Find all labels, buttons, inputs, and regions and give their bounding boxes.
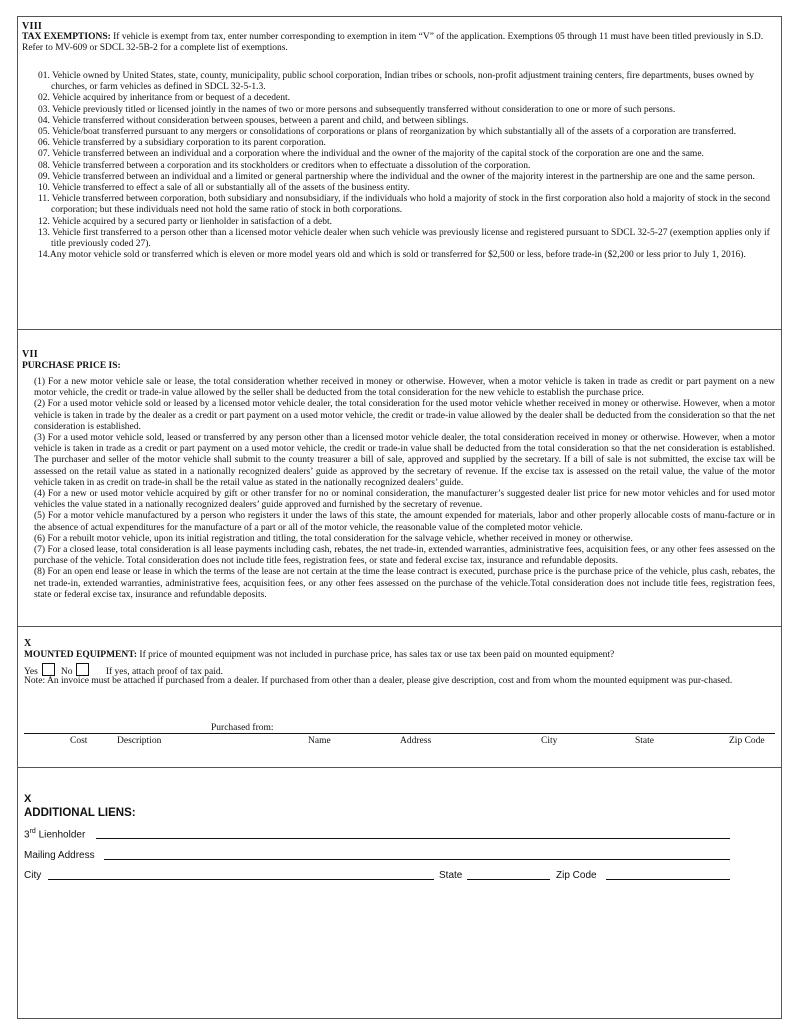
mailing-address-field[interactable] xyxy=(104,859,730,860)
exemptions-list xyxy=(22,71,775,261)
col-description: Description xyxy=(117,736,162,746)
col-city: City xyxy=(541,736,558,746)
if-yes-text: If yes, attach proof of tax paid. xyxy=(105,667,223,677)
yes-checkbox[interactable] xyxy=(42,663,55,676)
form-page xyxy=(17,16,782,1019)
col-zip-code: Zip Code xyxy=(729,736,765,746)
section-tax-exemptions xyxy=(18,17,781,330)
lienholder-field[interactable] xyxy=(96,838,730,839)
question-text: If price of mounted equipment was not included in purchase price, has sales tax or use tax been paid on mounted equipment? xyxy=(137,650,615,660)
purchase-price-paragraph: (4) For a new or used motor vehicle acquired by gift or other transfer for no or nominal consideration, the manufacturer’s suggested dealer list price for new motor vehicles and for used motor vehicles the value stated in a nationally recognized dealers’ guide approved and furnished by the secretary of revenue. xyxy=(34,489,775,511)
purchased-from-label: Purchased from: xyxy=(211,723,274,733)
mounted-equipment-question xyxy=(24,650,775,661)
section-title: ADDITIONAL LIENS: xyxy=(24,807,136,819)
lienholder-ordinal-suffix: rd xyxy=(29,828,36,835)
exemption-item: 03. Vehicle previously titled or licensed jointly in the names of two or more persons and subsequently transferred without consideration to one or more of such persons. xyxy=(38,104,676,115)
exemption-item: 09. Vehicle transferred between an individual and a limited or general partnership where the individual and the owner of the majority interest in the partnership are one and the same person. xyxy=(38,171,755,182)
section-number: VII xyxy=(22,349,38,360)
col-address: Address xyxy=(400,736,432,746)
lienholder-text: Lienholder xyxy=(35,829,86,841)
exemption-item: 11. Vehicle transferred between corporation, both subsidiary and nonsubsidiary, if the individuals who hold a majority of stock in the first corporation also hold a majority of stock in the second corporation; but these individuals need not hold the same ratio of stock in both corporations. xyxy=(38,194,771,216)
state-field[interactable] xyxy=(467,879,550,880)
col-state: State xyxy=(635,736,654,746)
city-field[interactable] xyxy=(48,879,434,880)
intro-text: If vehicle is exempt from tax, enter number corresponding to exemption in item “V” of the application. Exemptions 05 through 11 must have been titled previously in S.D. Refer to MV-609 or SDCL 32-5B-2 for a complete list of exemptions. xyxy=(22,32,764,54)
equipment-entry-line[interactable] xyxy=(24,733,775,734)
invoice-note: Note: An invoice must be attached if purchased from a dealer. If purchased from other than a dealer, please give description, cost and from whom the mounted equipment was pur-chased. xyxy=(24,676,733,686)
exemption-item: 01. Vehicle owned by United States, state, county, municipality, public school corporation, Indian tribes or schools, non-profit adjustment training centers, fire departments, buses owned by churches, or farm vehicles as defined in SDCL 32-5-1.3. xyxy=(38,71,754,93)
purchase-price-paragraphs xyxy=(34,377,775,601)
section-number: X xyxy=(24,638,32,649)
section-number: X xyxy=(24,793,32,805)
section-title: PURCHASE PRICE IS: xyxy=(22,361,121,371)
exemption-item: 05. Vehicle/boat transferred pursuant to any mergers or consolidations of corporations or plans of reorganization by which substantially all of the assets of a corporation are transferred. xyxy=(38,127,737,138)
zip-code-field[interactable] xyxy=(606,879,730,880)
mailing-address-label: Mailing Address xyxy=(24,850,95,861)
section-additional-liens xyxy=(18,767,781,1018)
purchase-price-paragraph: (5) For a motor vehicle manufactured by a person who registers it under the laws of this state, the amount expended for materials, labor and other properly allocable costs of manu-facture or in the absence of actual expenditures for the manufacture of a part or all of the motor vehicle, the reasonable value of the completed motor vehicle. xyxy=(34,511,775,533)
exemption-item: 12. Vehicle acquired by a secured party or lienholder in satisfaction of a debt. xyxy=(38,216,332,227)
tax-exemptions-intro xyxy=(22,32,775,54)
exemption-item: 02. Vehicle acquired by inheritance from or bequest of a decedent. xyxy=(38,93,291,104)
section-title: MOUNTED EQUIPMENT: xyxy=(24,650,138,660)
exemption-item: 10. Vehicle transferred to effect a sale of all or substantially all of the assets of the business entity. xyxy=(38,183,410,194)
zip-code-label: Zip Code xyxy=(556,870,597,881)
section-title: TAX EXEMPTIONS: xyxy=(22,32,111,42)
purchase-price-paragraph: (3) For a used motor vehicle sold, leased or transferred by any person other than a licensed motor vehicle dealer, the total consideration received in money or otherwise. However, when a motor vehicle is taken in trade as a credit or part payment on a used motor vehicle, the credit or trade-in value shall be deducted from the total consideration so that the net consideration is established. The purchaser and seller of the motor vehicle shall submit to the county treasurer a bill of sale, approved and supplied by the secretary. If a bill of sale is not submitted, the excise tax will be assessed on the retail value as stated in a nationally recognized dealers’ guide as approved by the secretary of revenue. If the excise tax is assessed on the retail value, the value of the motor vehicle taken in as credit on trade-in shall be the retail value as stated in the nationally recognized dealers’ guide. xyxy=(34,433,775,488)
exemption-item: 04. Vehicle transferred without consideration between spouses, between a parent and child, and between siblings. xyxy=(38,115,469,126)
yes-label: Yes xyxy=(24,667,38,677)
lienholder-ordinal: 3 xyxy=(24,829,30,841)
exemption-item: 14.Any motor vehicle sold or transferred which is eleven or more model years old and which is sold or transferred for $2,500 or less, before trade-in ($2,200 or less prior to July 1, 2016). xyxy=(38,250,746,261)
col-name: Name xyxy=(308,736,331,746)
city-label: City xyxy=(24,870,42,881)
section-purchase-price xyxy=(18,329,781,627)
purchase-price-paragraph: (1) For a new motor vehicle sale or lease, the total consideration whether received in money or otherwise. However, when a motor vehicle is taken in trade as credit or part payment on a new motor vehicle, the credit or trade-in value allowed by the seller shall be deducted from the total consideration for the new vehicle to establish the purchase price. xyxy=(34,377,775,399)
yes-no-row xyxy=(24,663,223,677)
no-checkbox[interactable] xyxy=(76,663,89,676)
purchase-price-paragraph: (7) For a closed lease, total consideration is all lease payments including cash, rebates, the net trade-in, extended warranties, administrative fees, acquisition fees, or any other fees assessed on the purchase of the vehicle. Total consideration does not include title fees, registration fees, or state and federal excise tax, insurance and refundable deposits. xyxy=(34,545,775,567)
col-cost: Cost xyxy=(70,736,88,746)
purchase-price-paragraph: (2) For a used motor vehicle sold or leased by a licensed motor vehicle dealer, the total consideration for the used motor vehicle whether received in money or otherwise. However, when a motor vehicle is taken in trade by the dealer as a credit or part payment on a used motor vehicle, the credit or trade-in value allowed by the dealer shall be deducted from the consideration so that the net consideration is established. xyxy=(34,399,775,432)
purchase-price-paragraph: (8) For an open end lease or lease in which the terms of the lease are not certain at the time the lease contract is executed, purchase price is the purchase price of the vehicle, plus cash, rebates, the net trade-in, extended warranties, administrative fees, acquisition fees, or any other fees assessed on the purchase of the vehicle.Total consideration does not include title fees, registration fees, state or federal excise tax, insurance and refundable deposits. xyxy=(34,567,775,600)
section-mounted-equipment xyxy=(18,626,781,768)
state-label: State xyxy=(439,870,463,881)
exemption-item: 06. Vehicle transferred by a subsidiary corporation to its parent corporation. xyxy=(38,138,326,149)
lienholder-label xyxy=(24,828,85,840)
purchase-price-paragraph: (6) For a rebuilt motor vehicle, upon its initial registration and titling, the total consideration for the salvage vehicle, whether received in money or otherwise. xyxy=(34,533,633,544)
exemption-item: 07. Vehicle transferred between an individual and a corporation where the individual and the owner of the majority of the capital stock of the corporation are one and the same. xyxy=(38,149,704,160)
exemption-item: 08. Vehicle transferred between a corporation and its stockholders or creditors when to effectuate a dissolution of the corporation. xyxy=(38,160,531,171)
section-number: VIII xyxy=(22,21,43,32)
exemption-item: 13. Vehicle first transferred to a person other than a licensed motor vehicle dealer when such vehicle was previously license and registered pursuant to SDCL 32-5-27 (exemption applies only if title previously coded 27). xyxy=(38,227,770,250)
no-label: No xyxy=(60,667,73,677)
